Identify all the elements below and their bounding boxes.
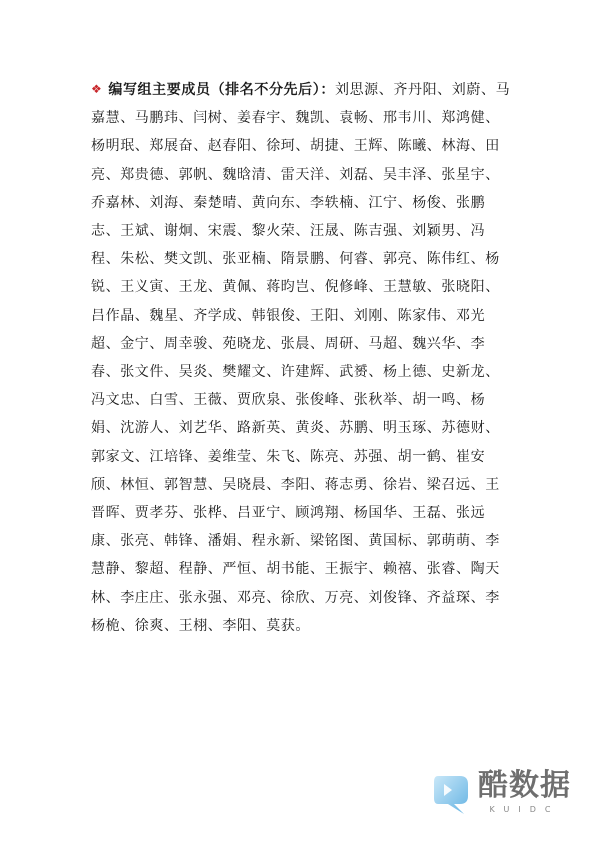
watermark-text (478, 767, 571, 814)
watermark-subtitle: KUIDC (489, 804, 560, 814)
section-heading: 编写组主要成员 (108, 82, 211, 98)
watermark (430, 762, 580, 822)
logo-icon (430, 768, 474, 816)
ordering-note: （排名不分先后）： (210, 82, 335, 98)
watermark-title: 酷数据 (478, 767, 571, 803)
bullet-diamond-icon: ❖ (91, 82, 103, 96)
member-names: 刘思源、齐丹阳、刘蔚、马嘉慧、马鹏玮、闫树、姜春宇、魏凯、袁畅、邢韦川、郑鸿健、杨明珉、郑展奋、赵春阳、徐珂、胡捷、王辉、陈曦、林海、田亮、郑贵德、郭帆、魏晗清、雷天洋、刘磊、吴丰泽、张星宇、乔嘉林、刘海、秦楚晴、黄向东、李轶楠、江宁、杨俊、张鹏志、王斌、谢炯、宋震、黎火荣、汪晟、陈吉强、刘颖男、冯程、朱松、樊文凯、张亚楠、隋景鹏、何睿、郭亮、陈伟红、杨锐、王义寅、王龙、黄佩、蒋昀岂、倪修峰、王慧敏、张晓阳、吕作晶、魏星、齐学成、韩银俊、王阳、刘刚、陈家伟、邓光超、金宁、周幸骏、苑晓龙、张晨、周研、马超、魏兴华、李春、张文件、吴炎、樊耀文、许建辉、武赟、杨上德、史新龙、冯文忠、白雪、王薇、贾欣泉、张俊峰、张秋举、胡一鸣、杨娟、沈游人、刘艺华、路新英、黄炎、苏鹏、明玉琢、苏德财、郭家文、江培锋、姜维莹、朱飞、陈亮、苏强、胡一鹤、崔安颀、林恒、郭智慧、吴晓晨、李阳、蒋志勇、徐岩、梁召远、王晋晖、贾孝芬、张桦、吕亚宁、顾鸿翔、杨国华、王磊、张远康、张亮、韩锋、潘娟、程永新、梁铭图、黄国标、郭萌萌、李慧静、黎超、程静、严恒、胡书能、王振宇、赖禧、张睿、陶天林、李庄庄、张永强、邓亮、徐欣、万亮、刘俊锋、齐益琛、李杨桅、徐爽、王栩、李阳、莫获。 (91, 82, 511, 634)
members-paragraph (91, 76, 513, 640)
